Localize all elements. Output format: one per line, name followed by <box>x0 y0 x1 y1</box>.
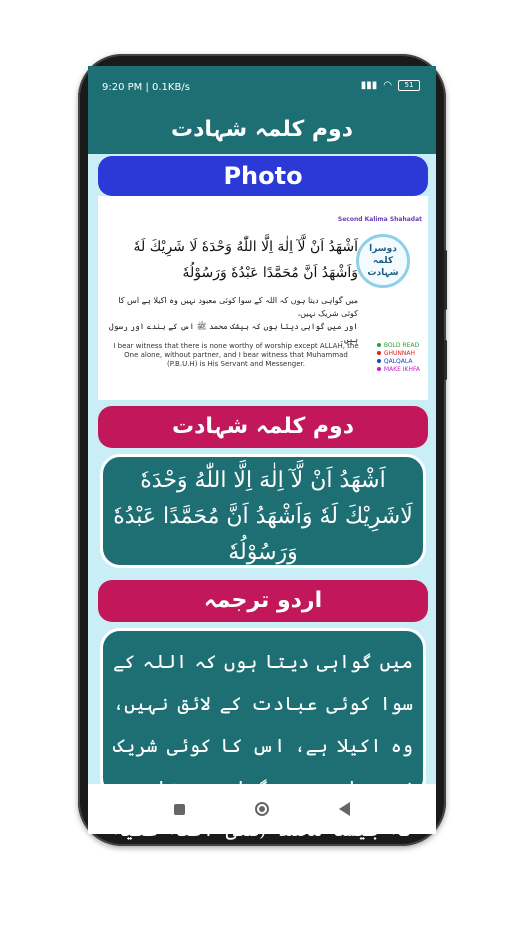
legend-item: GHUNNAH <box>377 350 420 358</box>
image-arabic-text: اَشْهَدُ اَنْ لَّآ اِلٰهَ اِلَّا اللّٰهُ وَحْدَهٗ لَا شَرِيْكَ لَهٗ وَاَشْهَدُ اَنَّ مُحَمَّدًا عَبْدُهٗ وَرَسُوْلُهٗ <box>133 239 358 281</box>
image-caption: Second Kalima Shahadat <box>337 216 422 223</box>
kalma-arabic-card: اَشْهَدُ اَنْ لَّآ اِلٰهَ اِلَّا اللّٰهُ وَحْدَهٗ لَاشَرِيْكَ لَهٗ وَاَشْهَدُ اَنَّ مُحَمَّدًا عَبْدُهٗ وَرَسُوْلُهٗ <box>100 454 426 568</box>
wifi-icon: ◠ <box>383 80 392 91</box>
home-icon[interactable] <box>255 802 269 816</box>
screen <box>88 66 436 925</box>
status-time: 9:20 PM | 0.1KB/s <box>102 82 190 93</box>
status-icons <box>361 80 420 91</box>
volume-button <box>444 250 447 310</box>
battery-icon: 51 <box>398 80 420 91</box>
image-english-text: I bear witness that there is none worthy of worship except ALLAH, the One alone, without partner, and I bear witness that Muhammad (P.B.U.H) is His Servant and Messenger. <box>113 342 359 368</box>
back-icon[interactable] <box>339 802 350 816</box>
kalma-heading: دوم کلمہ شہادت <box>98 406 428 448</box>
legend-item: MAKE IKHFA <box>377 366 420 374</box>
urdu-translation-card: میں گواہی دیتا ہوں کہ اللہ کے سوا کوئی عبادت کے لائق نہیں، وہ اکیلا ہے، اس کا کوئی شریک وآلہ وسلم) اللہ کے بندے اور رسول ہیں <box>100 628 426 798</box>
recents-icon[interactable] <box>174 804 185 815</box>
navigation-bar <box>88 784 436 834</box>
seal-logo: دوسرا کلمہ شہادت <box>356 234 410 288</box>
kalma-image[interactable] <box>98 196 428 400</box>
main-content[interactable] <box>88 154 436 925</box>
photo-banner: Photo <box>98 156 428 196</box>
tajweed-legend <box>377 342 420 374</box>
image-urdu-text: میں گواہی دیتا ہوں کہ اللہ کے سوا کوئی معبود نہیں وہ اکیلا ہے اس کا کوئی شریک نہیں، اور میں گواہی دیتا ہوں کہ بیشک محمد ﷺ اس کے بندے اور رسول ہیں۔ <box>109 296 358 344</box>
urdu-translation-heading: اردو ترجمہ <box>98 580 428 622</box>
status-bar <box>88 66 436 108</box>
legend-item: QALQALA <box>377 358 420 366</box>
app-title: دوم کلمہ شہادت <box>88 108 436 154</box>
power-button <box>444 340 447 380</box>
legend-item: BOLD READ <box>377 342 420 350</box>
signal-icon: ▮▮▮ <box>360 80 378 91</box>
